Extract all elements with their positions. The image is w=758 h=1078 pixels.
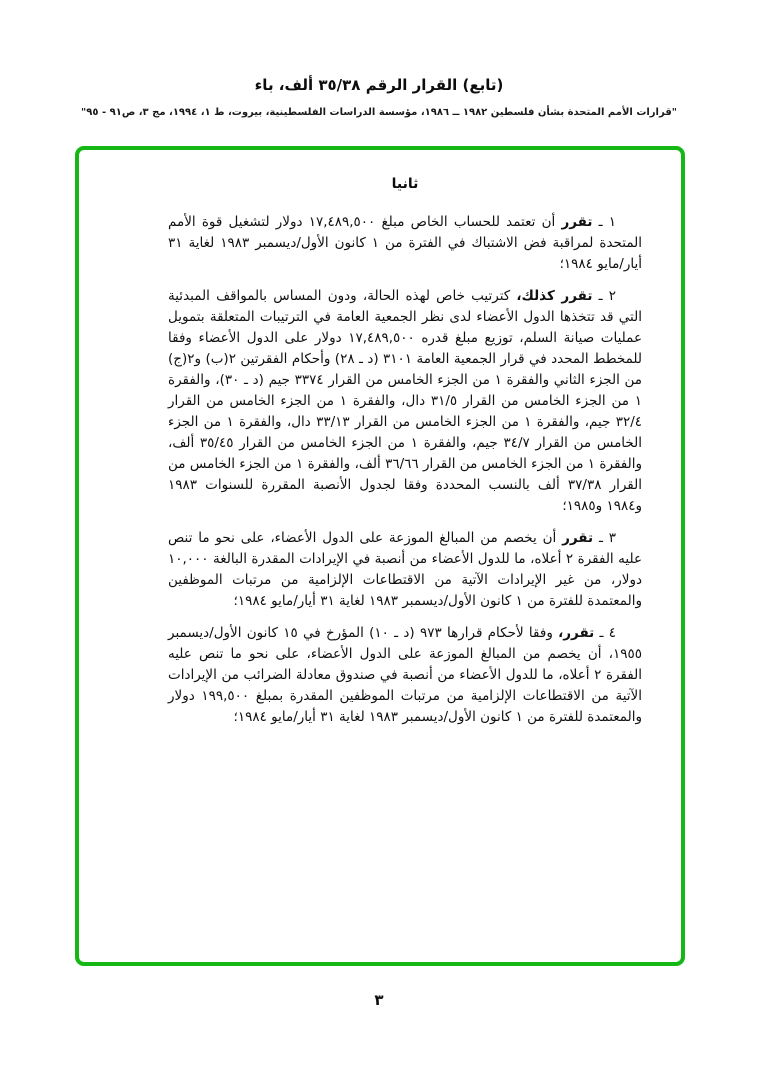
paragraph-text: أن يخصم من المبالغ الموزعة على الدول الأعضاء، على نحو ما تنص عليه الفقرة ٢ أعلاه، ما للدول الأعضاء من أنصبة في الإيرادات المقدرة البالغة ١٠,٠٠٠ دولار، من غير الإيرادات الآتية من الاقتطاعات الإلزامية من مرتبات الموظفين والمعتمدة للفترة من ١ كانون الأول/ديسمبر ١٩٨٣ لغاية ٣١ أيار/مايو ١٩٨٤؛ (168, 530, 643, 609)
content-frame (75, 146, 685, 966)
resolution-paragraph-2 (168, 286, 642, 517)
resolution-paragraph-1 (168, 212, 642, 275)
resolution-paragraph-3 (168, 528, 642, 612)
resolution-body (79, 150, 681, 728)
resolution-paragraph-4 (168, 623, 642, 728)
operative-verb: تقرر (561, 214, 593, 230)
source-citation: "قرارات الأمم المتحدة بشأن فلسطين ١٩٨٢ ــ ١٩٨٦، مؤسسة الدراسات الفلسطينية، بيروت، ط ١، ١٩٩٤، مج ٣، ص٩١ - ٩٥" (81, 107, 677, 118)
paragraph-text: وفقا لأحكام قرارها ٩٧٣ (د ـ ١٠) المؤرخ في ١٥ كانون الأول/ديسمبر ١٩٥٥، أن يخصم من المبالغ الموزعة على الدول الأعضاء، على نحو ما تنص عليه الفقرة ٢ أعلاه، ما للدول الأعضاء من أنصبة في صندوق معادلة الضرائب من الإيرادات الآتية من الاقتطاعات الإلزامية من مرتبات الموظفين المقدرة بمبلغ ١٩٩,٥٠٠ دولار والمعتمدة للفترة من ١ كانون الأول/ديسمبر ١٩٨٣ لغاية ٣١ أيار/مايو ١٩٨٤؛ (168, 625, 642, 725)
operative-verb: تقرر كذلك، (516, 288, 593, 304)
operative-verb: تقرر (562, 530, 594, 546)
paragraph-number: ١ ـ (598, 214, 616, 230)
paragraph-number: ٤ ـ (599, 625, 617, 641)
section-heading: ثانيا (391, 176, 419, 192)
document-header (0, 0, 758, 118)
paragraph-text: أن تعتمد للحساب الخاص مبلغ ١٧,٤٨٩,٥٠٠ دولار لتشغيل قوة الأمم المتحدة لمراقبة فض الاشتباك في الفترة من ١ كانون الأول/ديسمبر ١٩٨٣ لغاية ٣١ أيار/مايو ١٩٨٤؛ (168, 214, 643, 272)
paragraph-number: ٢ ـ (598, 288, 617, 304)
document-title: (تابع) القرار الرقم ٣٥/٣٨ ألف، باء (254, 76, 504, 94)
page-number: ٣ (374, 991, 384, 1009)
paragraph-text: كترتيب خاص لهذه الحالة، ودون المساس بالمواقف المبدئية التي قد تتخذها الدول الأعضاء لدى نظر الجمعية العامة في الترتيبات المتعلقة بتمويل عمليات صيانة السلم، توزيع مبلغ قدره ١٧,٤٨٩,٥٠٠ دولار على الدول الأعضاء وفقا للمخطط المحدد في قرار الجمعية العامة ٣١٠١ (د ـ ٢٨) وأحكام الفقرتين ٢(ب) و٢(ج) من الجزء الثاني والفقرة ١ من الجزء الخامس من القرار ٣٣٧٤ جيم (د ـ ٣٠)، والفقرة ١ من الجزء الخامس من القرار ٣١/٥ دال، والفقرة ١ من الجزء الخامس من القرار ٣٢/٤ جيم، والفقرة ١ من الجزء الخامس من القرار ٣٣/١٣ دال، والفقرة ١ من الجزء الخامس من القرار ٣٤/٧ جيم، والفقرة ١ من الجزء الخامس من القرار ٣٥/٤٥ ألف، والفقرة ١ من الجزء الخامس من القرار ٣٦/٦٦ ألف، والفقرة ١ من الجزء الخامس من القرار ٣٧/٣٨ ألف بالنسب المحددة وفقا لجدول الأنصبة المقررة للسنوات ١٩٨٣ و١٩٨٤ و١٩٨٥؛ (168, 288, 643, 514)
operative-verb: تقرر، (558, 625, 595, 641)
paragraph-number: ٣ ـ (598, 530, 617, 546)
